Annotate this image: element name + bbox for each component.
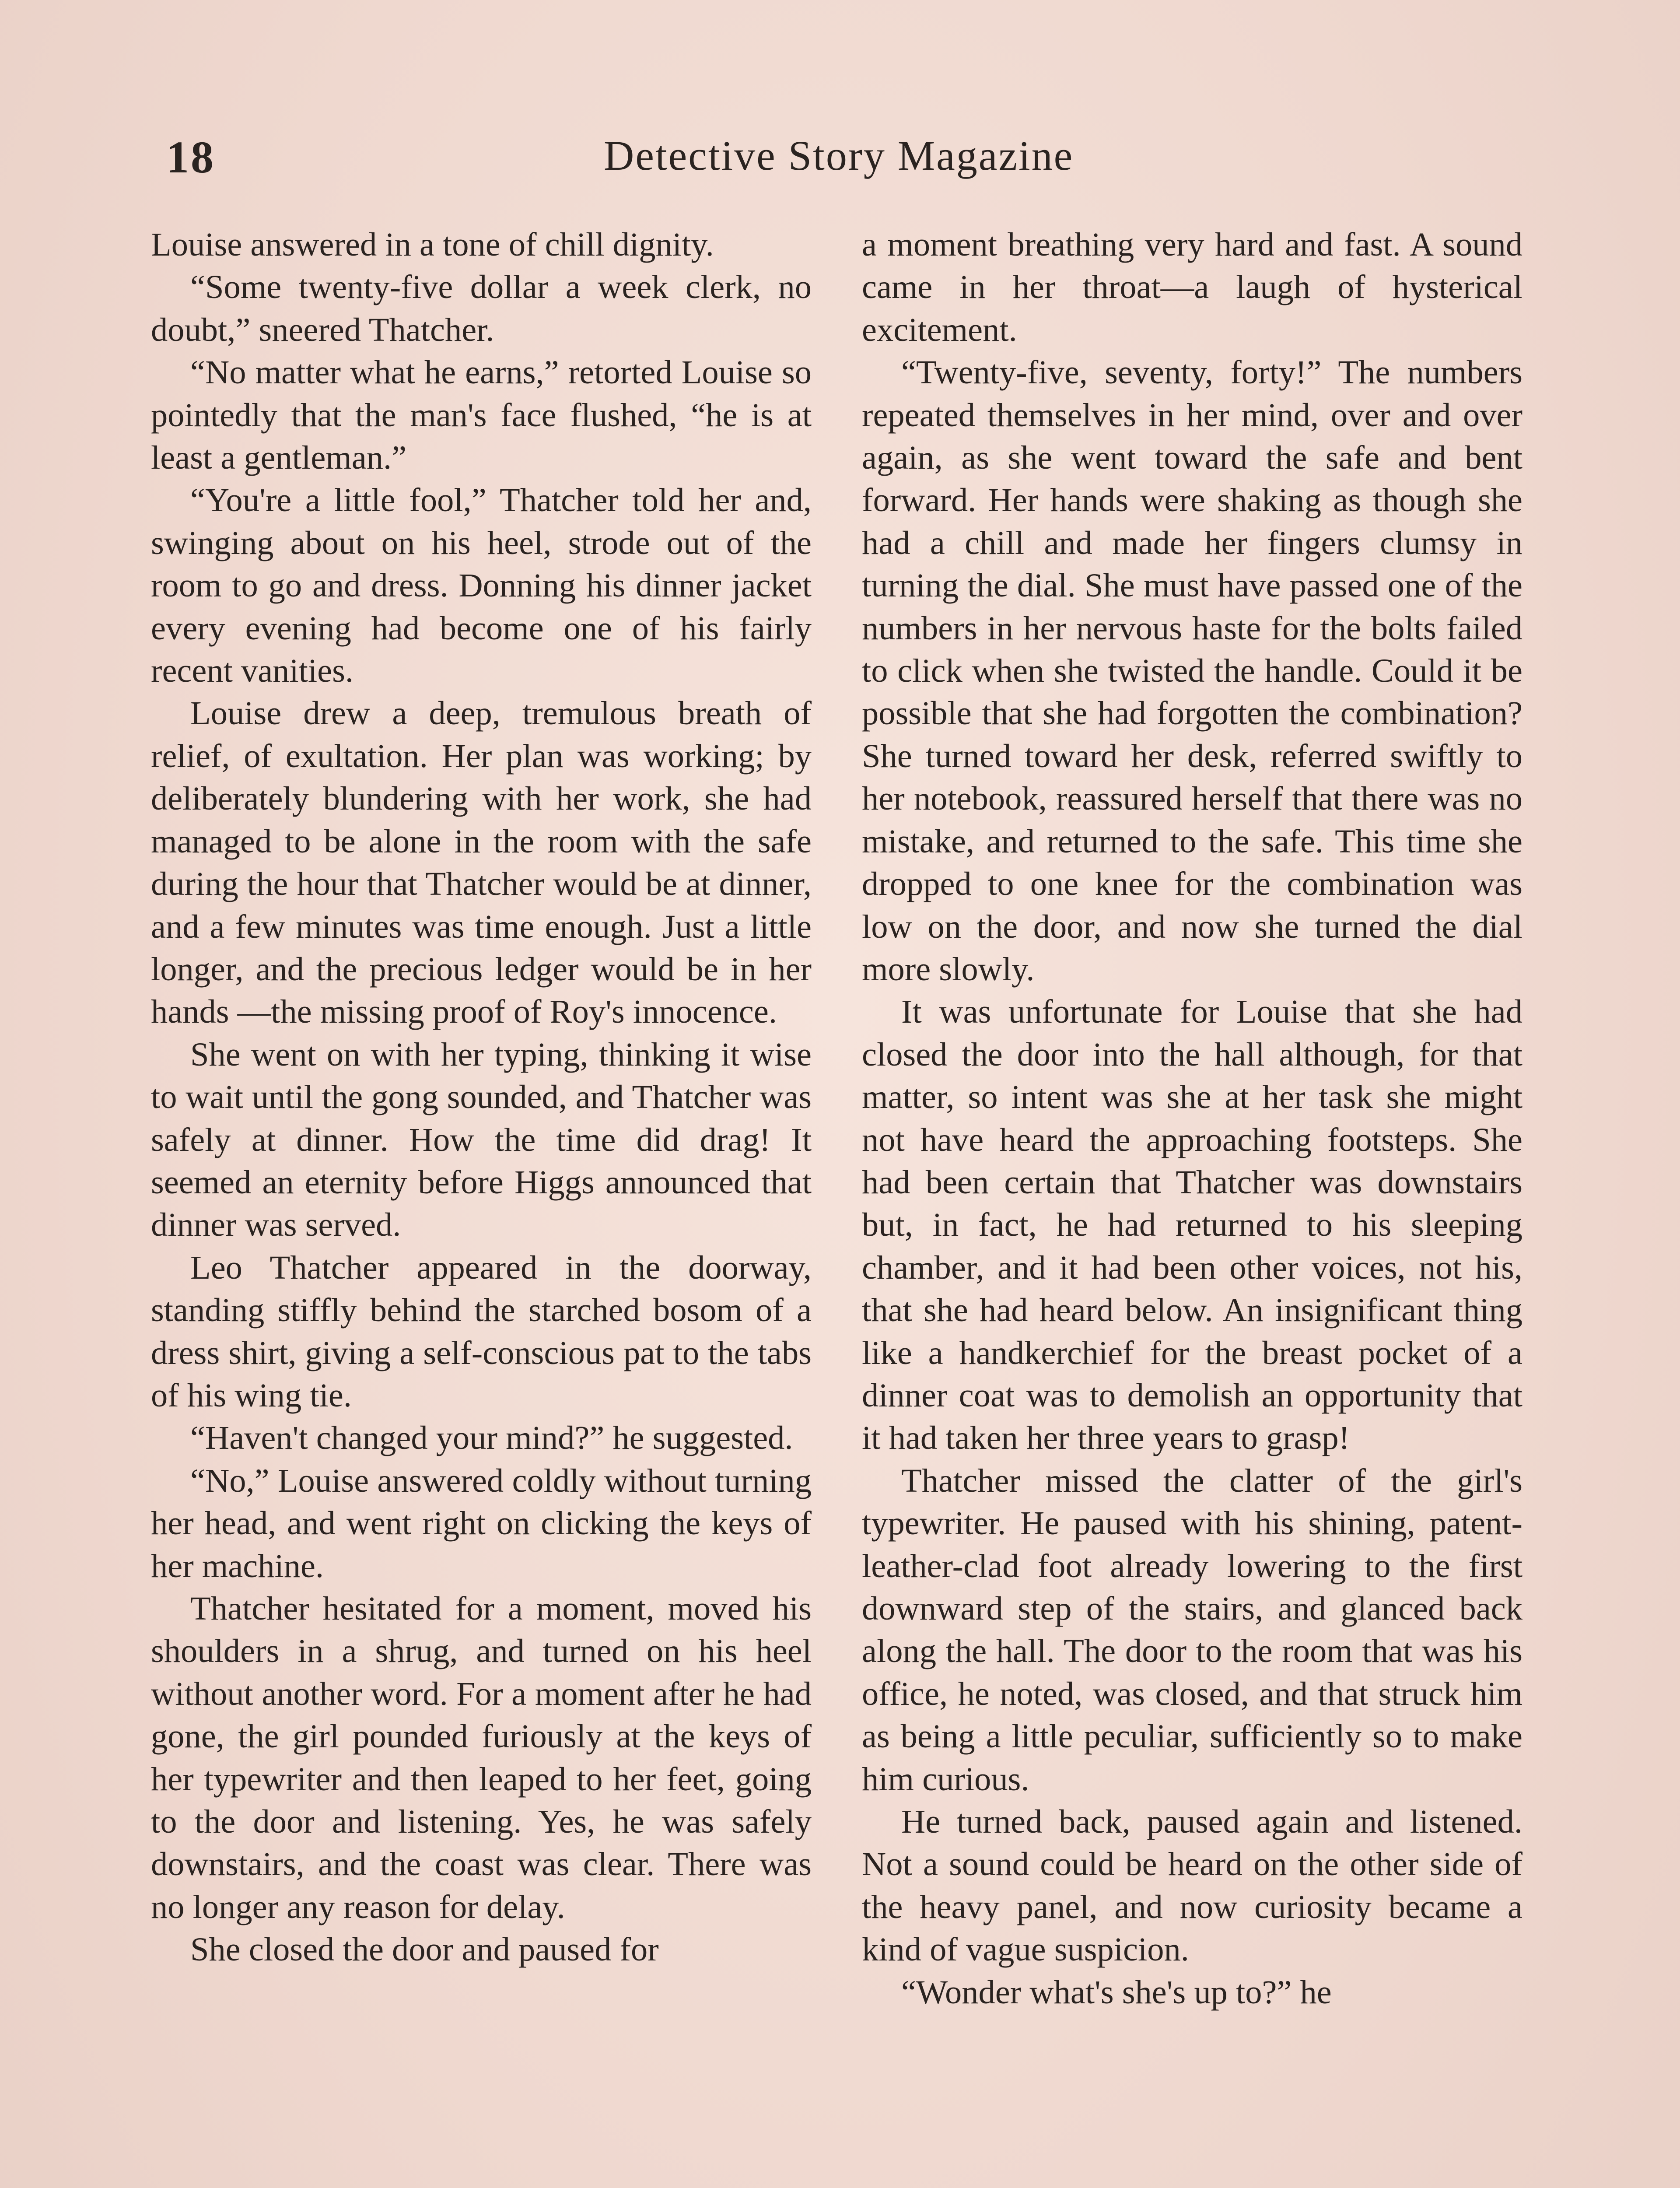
- paragraph: Leo Thatcher appeared in the doorway, standing stiffly behind the starched bosom of a dress shirt, giving a self-conscious pat to the tabs of his wing tie.: [151, 1248, 812, 1414]
- paragraph: a moment breathing very hard and fast. A sound came in her throat—a laugh of hysterical excitement.: [862, 226, 1522, 348]
- right-column: [862, 223, 1522, 2013]
- paragraph: He turned back, paused again and listened. Not a sound could be heard on the other side of the heavy panel, and now curiosity became a kind of vague suspicion.: [862, 1803, 1522, 1968]
- paragraph: Louise drew a deep, tremulous breath of relief, of exultation. Her plan was working; by deliberately blundering with her work, she had managed to be alone in the room with the safe during the hour that Thatcher would be at dinner, and a few minutes was time enough. Just a little longer, and the precious ledger would be in her hands —the missing proof of Roy's innocence.: [151, 694, 812, 1031]
- page-number: 18: [166, 132, 215, 182]
- paragraph: “Wonder what's she's up to?” he: [901, 1973, 1332, 2011]
- paragraph: It was unfortunate for Louise that she had closed the door into the hall although, for that matter, so intent was she at her task she might not have heard the approaching footsteps. She had been certain that Thatcher was downstairs but, in fact, he had returned to his sleeping chamber, and it had been other voices, not his, that she had heard below. An insignificant thing like a handkerchief for the breast pocket of a dinner coat was to demolish an opportunity that it had taken her three years to grasp!: [862, 993, 1522, 1457]
- page-header: [166, 131, 1531, 201]
- paragraph: She closed the door and paused for: [190, 1931, 659, 1968]
- paragraph: Thatcher hesitated for a moment, moved his shoulders in a shrug, and turned on his heel without another word. For a moment after he had gone, the girl pounded furiously at the keys of her typewriter and then leaped to her feet, going to the door and listening. Yes, he was safely downstairs, and the coast was clear. There was no longer any reason for delay.: [151, 1590, 812, 1925]
- paragraph: “Twenty-five, seventy, forty!” The numbers repeated themselves in her mind, over and over again, as she went toward the safe and bent forward. Her hands were shaking as though she had a chill and made her fingers clumsy in turning the dial. She must have passed one of the numbers in her nervous haste for the bolts failed to click when she twisted the handle. Could it be possible that she had forgotten the combination? She turned toward her desk, referred swiftly to her notebook, reassured herself that there was no mistake, and returned to the safe. This time she dropped to one knee for the combination was low on the door, and now she turned the dial more slowly.: [862, 354, 1522, 988]
- paragraph: “No matter what he earns,” retorted Louise so pointedly that the man's face flushed, “he is at least a gentleman.”: [151, 354, 812, 477]
- paragraph: She went on with her typing, thinking it wise to wait until the gong sounded, and Thatcher was safely at dinner. How the time did drag! It seemed an eternity before Higgs announced that dinner was served.: [151, 1035, 812, 1244]
- paragraph: “Haven't changed your mind?” he suggested.: [190, 1419, 793, 1457]
- running-title: Detective Story Magazine: [604, 132, 1074, 179]
- paragraph: “You're a little fool,” Thatcher told her and, swinging about on his heel, strode out of the room to go and dress. Donning his dinner jacket every evening had become one of his fairly recent vanities.: [151, 481, 812, 690]
- paragraph: “No,” Louise answered coldly without turning her head, and went right on clicking the keys of her machine.: [151, 1462, 812, 1585]
- paragraph: Louise answered in a tone of chill dignity.: [151, 226, 714, 263]
- paragraph: “Some twenty-five dollar a week clerk, no doubt,” sneered Thatcher.: [151, 268, 812, 348]
- paragraph: Thatcher missed the clatter of the girl's typewriter. He paused with his shining, patent-leather-clad foot already lowering to the first downward step of the stairs, and glanced back along the hall. The door to the room that was his office, he noted, was closed, and that struck him as being a little peculiar, sufficiently so to make him curious.: [862, 1462, 1522, 1798]
- left-column: [151, 223, 812, 1971]
